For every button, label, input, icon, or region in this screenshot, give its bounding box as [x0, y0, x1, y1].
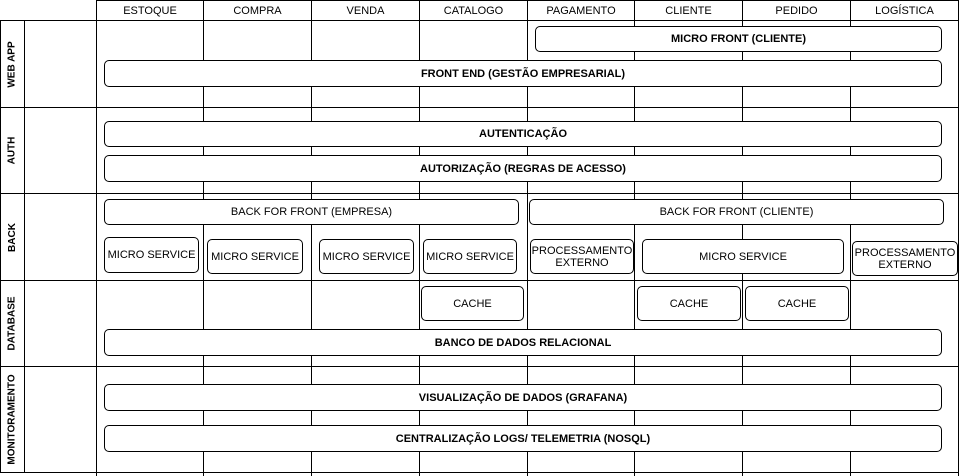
- external-processing-logistica-box: PROCESSAMENTO EXTERNO: [852, 241, 958, 276]
- row-label-back-text: BACK: [6, 222, 18, 252]
- grid-line-label: [24, 20, 25, 473]
- row-label-database: [0, 281, 24, 366]
- row-label-web-app: [0, 21, 24, 107]
- column-header-estoque: ESTOQUE: [123, 4, 177, 17]
- column-header-compra: COMPRA: [233, 4, 282, 17]
- column-header-pedido: PEDIDO: [775, 4, 818, 17]
- authentication-box: AUTENTICAÇÃO: [104, 121, 942, 147]
- relational-database-box: BANCO DE DADOS RELACIONAL: [104, 329, 942, 356]
- cache-pedido-box: CACHE: [745, 286, 849, 321]
- grid-line-row4: [0, 366, 959, 367]
- logs-telemetry-box: CENTRALIZAÇÃO LOGS/ TELEMETRIA (NOSQL): [104, 425, 942, 452]
- row-label-back: [0, 194, 24, 280]
- grid-line-row3: [0, 280, 959, 281]
- bff-company-box: BACK FOR FRONT (EMPRESA): [104, 199, 519, 225]
- micro-front-client-box: MICRO FRONT (CLIENTE): [535, 26, 942, 52]
- grid-line-header: [0, 20, 959, 21]
- micro-service-catalogo-box: MICRO SERVICE: [423, 239, 517, 274]
- micro-service-venda-box: MICRO SERVICE: [319, 239, 414, 274]
- column-header-catalogo: CATALOGO: [443, 4, 504, 17]
- micro-service-compra-box: MICRO SERVICE: [207, 239, 303, 274]
- micro-service-cliente-pedido-box: MICRO SERVICE: [642, 239, 844, 274]
- data-visualization-box: VISUALIZAÇÃO DE DADOS (GRAFANA): [104, 384, 942, 411]
- row-label-web-app-text: WEB APP: [6, 40, 18, 88]
- cache-cliente-box: CACHE: [637, 286, 741, 321]
- micro-service-estoque-box: MICRO SERVICE: [104, 237, 199, 273]
- authorization-box: AUTORIZAÇÃO (REGRAS DE ACESSO): [104, 155, 942, 182]
- front-end-box: FRONT END (GESTÃO EMPRESARIAL): [104, 60, 942, 87]
- external-processing-pagamento-box: PROCESSAMENTO EXTERNO: [530, 239, 634, 274]
- grid-line-row1: [0, 107, 959, 108]
- bff-client-box: BACK FOR FRONT (CLIENTE): [529, 199, 944, 225]
- column-header-cliente: CLIENTE: [665, 4, 712, 17]
- row-label-auth-text: AUTH: [6, 136, 18, 165]
- cache-catalogo-box: CACHE: [421, 286, 524, 321]
- grid-line-row2: [0, 193, 959, 194]
- row-label-database-text: DATABASE: [6, 296, 18, 351]
- row-label-monitoramento-text: MONITORAMENTO: [6, 374, 18, 465]
- column-header-venda: VENDA: [346, 4, 385, 17]
- row-label-auth: [0, 108, 24, 193]
- grid-line-col0: [96, 0, 97, 476]
- column-header-logistica: LOGÍSTICA: [875, 4, 934, 17]
- column-header-pagamento: PAGAMENTO: [546, 4, 616, 17]
- row-label-monitoramento: [0, 367, 24, 472]
- grid-line-bottom: [0, 472, 959, 473]
